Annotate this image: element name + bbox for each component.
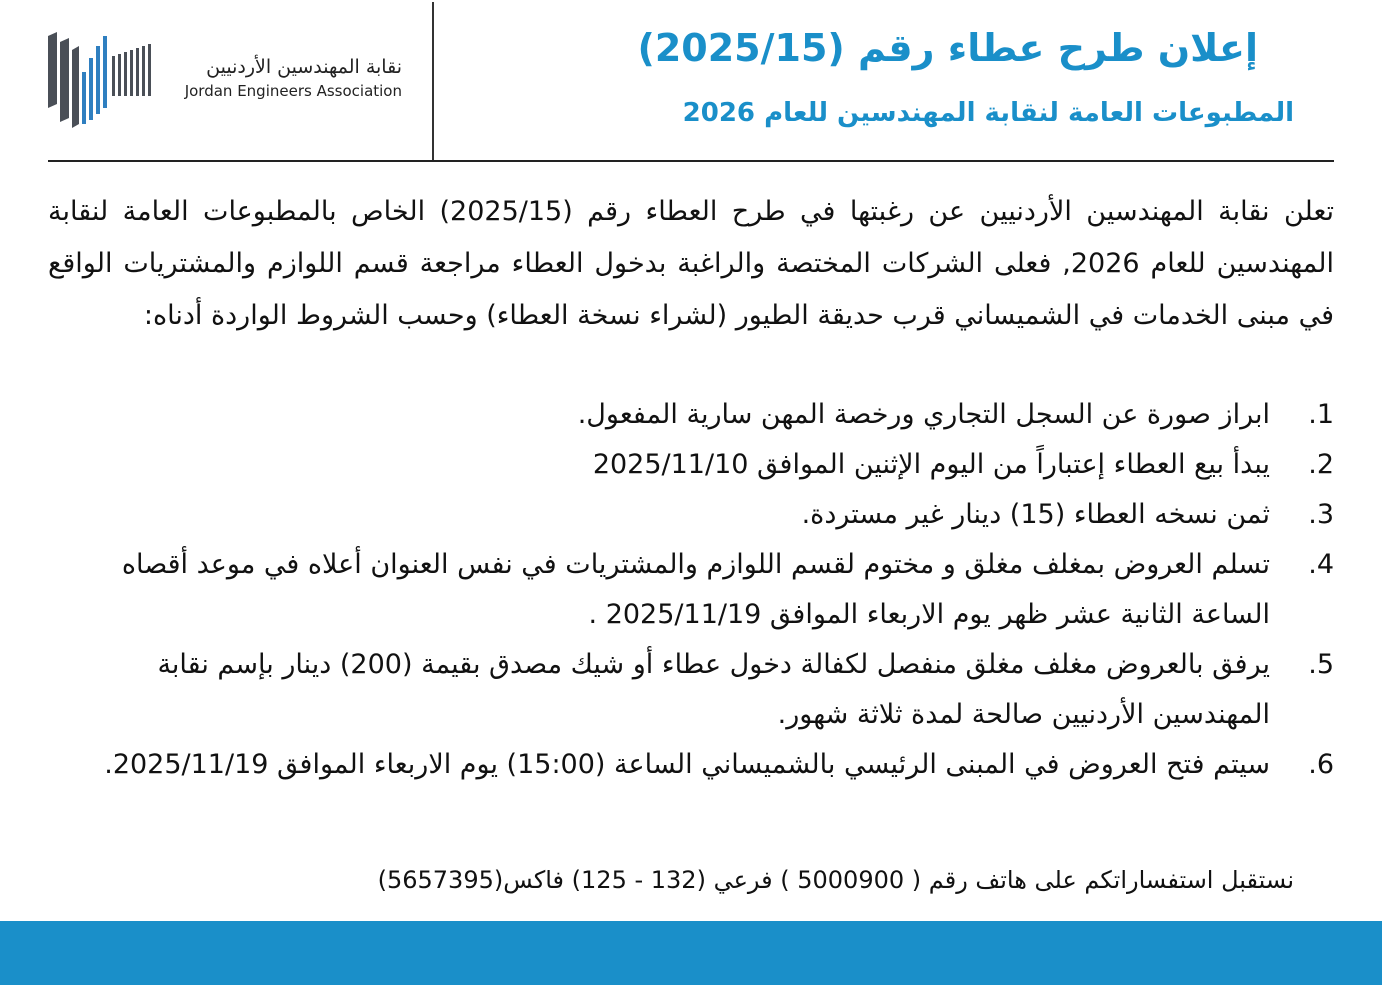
header-divider bbox=[432, 2, 434, 160]
item-number: 1. bbox=[1308, 399, 1334, 430]
list-item bbox=[48, 440, 1334, 490]
intro-paragraph bbox=[48, 186, 1334, 342]
list-item bbox=[48, 490, 1334, 540]
item-text: يرفق بالعروض مغلف مغلق منفصل لكفالة دخول عطاء أو شيك مصدق بقيمة (200) دينار بإسم نقابة المهندسين الأردنيين صالحة لمدة ثلاثة شهور. bbox=[157, 649, 1270, 730]
item-number: 4. bbox=[1308, 549, 1334, 580]
item-text: سيتم فتح العروض في المبنى الرئيسي بالشميساني الساعة (15:00) يوم الاربعاء الموافق 2025/11/19. bbox=[104, 749, 1270, 780]
list-item bbox=[48, 640, 1334, 740]
header bbox=[48, 0, 1334, 162]
item-text: يبدأ بيع العطاء إعتباراً من اليوم الإثنين الموافق 2025/11/10 bbox=[592, 449, 1270, 480]
item-number: 6. bbox=[1308, 749, 1334, 780]
list-item bbox=[48, 390, 1334, 440]
list-item bbox=[48, 740, 1334, 790]
list-item bbox=[48, 540, 1334, 640]
item-text: ثمن نسخه العطاء (15) دينار غير مستردة. bbox=[801, 499, 1270, 530]
item-number: 3. bbox=[1308, 499, 1334, 530]
item-text: تسلم العروض بمغلف مغلق و مختوم لقسم اللوازم والمشتريات في نفس العنوان أعلاه في موعد أقصاه الساعة الثانية عشر ظهر يوم الاربعاء الموافق 2025/11/19 . bbox=[121, 549, 1270, 630]
page-title: إعلان طرح عطاء رقم (2025/15) bbox=[637, 26, 1258, 70]
bottom-bar bbox=[0, 921, 1382, 985]
conditions-list bbox=[48, 390, 1334, 790]
intro-text: تعلن نقابة المهندسين الأردنيين عن رغبتها في طرح العطاء رقم (2025/15) الخاص بالمطبوعات العامة لنقابة المهندسين للعام 2026, فعلى الشركات المختصة والراغبة بدخول العطاء مراجعة قسم اللوازم والمشتريات الواقع في مبنى الخدمات في الشميساني قرب حديقة الطيور (لشراء نسخة العطاء) وحسب الشروط الواردة أدناه: bbox=[48, 196, 1334, 331]
logo-name-arabic: نقابة المهندسين الأردنيين bbox=[206, 56, 402, 78]
item-number: 5. bbox=[1308, 649, 1334, 680]
logo-name-english: Jordan Engineers Association bbox=[184, 82, 402, 100]
jea-logo-icon bbox=[48, 32, 158, 132]
logo bbox=[48, 32, 408, 132]
item-number: 2. bbox=[1308, 449, 1334, 480]
item-text: ابراز صورة عن السجل التجاري ورخصة المهن سارية المفعول. bbox=[577, 399, 1270, 430]
contact-info: نستقبل استفساراتكم على هاتف رقم ( 5000900 ) فرعي (132 - 125) فاكس(5657395) bbox=[377, 866, 1294, 894]
page-subtitle: المطبوعات العامة لنقابة المهندسين للعام 2026 bbox=[682, 98, 1294, 128]
